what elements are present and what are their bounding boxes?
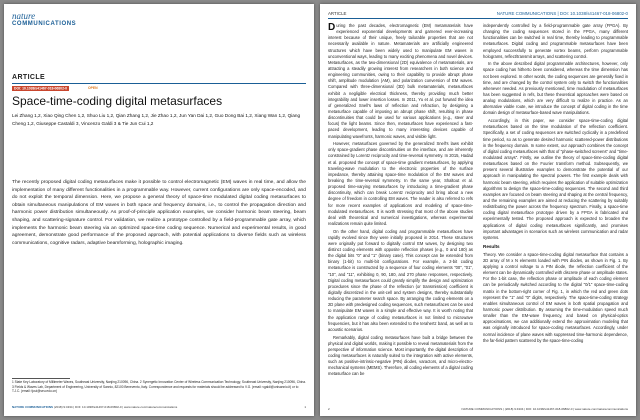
author-list: Lei Zhang 1,2, Xiao Qing Chen 1,2, Shuo Liu 1,2, Qian Zhang 1,2, Jie Zhao 1,2, Jun Yan Dai 1,2, Guo Dong Bai 1,2, Xiang Wan 1,2, Qiang Cheng 1,2, Giuseppe Castaldi 3, Vincenzo Galdi 3 & Tie Jun Cui 1,2 — [12, 113, 301, 126]
page-one-footer — [12, 405, 306, 409]
open-access-badge: OPEN — [87, 86, 98, 90]
results-paragraph: Theory. We consider a space-time-coding digital metasurface that contains a 2D array of M x N elements loaded with PIN diodes, as shown in Fig. 1. By applying a control voltage to a PIN diode, the reflection coefficient of the element can be dynamically controlled with discrete phase or amplitude states. For the 1-bit case, the reflection phase or amplitude of each coding element can be periodically switched according to the digital "0/1" space-time-coding matrix in the bottom-right corner of Fig. 1, in which the red and green dots represent the "1" and "0" digits, respectively. The space-time-coding strategy enables simultaneous control of EM waves in both spatial propagation and harmonic power distribution. By assuming the time-modulation speed much smaller than the EM-wave frequency, and based on physical-optics approximations, we can additionally extend the approximation modeling that was originally introduced for space-coding metasurfaces. Accordingly, under normal incidence of plane waves with suppressed time-harmonic dependence, the far-field pattern scattered by the space-time-coding — [483, 251, 628, 343]
running-head-left: ARTICLE — [328, 11, 347, 16]
paragraph-text: uring the past decades, electromagnetic (EM) metamaterials have experienced exponential developments and garnered ever-increasing interest because of their unique, freely tailorable properties that are not necessarily available in nature. Metamaterials are artificially engineered structures which have been widely used to manipulate EM waves in unconventional ways, leading to many exciting phenomena and novel devices. Metasurfaces, as the two-dimensional (2D) equivalence of metamaterials, are attracting a steadily growing interest from researchers in both science and engineering communities, owing to their capability to provide abrupt phase shift, amplitude modulation (AM), and polarization conversion of EM waves. Compared with three-dimensional (3D) bulk metamaterials, metasurfaces exhibit a negligible electrical thickness, thereby providing much better integrability and lower insertion losses. In 2011, Yu et al. put forward the idea of generalized Snell's laws of reflection and refraction, by designing a metasurface capable of imposing an abrupt phase shift, resulting in phase discontinuities that could be used for various applications (e.g., steer and focus) the light beams. Since then, metasurfaces have experienced a fast-paced development, leading to many interesting devices capable of manipulating wavefronts, harmonic waves, and visible light. — [328, 23, 473, 139]
affiliations: 1 State Key Laboratory of Millimeter Waves, Southeast University, Nanjing 210096, China. 2 Synergetic Innovation Center of Wireless Communication Technology, Southeast University, Nanjing 210096, China. 3 Fields & Waves Lab, Department of Engineering, University of Sannio, 82100 Benevento, Italy. Correspondence and requests for materials should be addressed to V.G. (email: vgaldi@unisannio.it) or to T.J.C. (email: tjcui@seu.edu.cn) — [12, 380, 306, 394]
paragraph: Accordingly, in this paper, we consider space-time-coding digital metasurfaces based on the time modulation of the reflection coefficient. Specifically, a set of coding sequences are switched cyclically in a predefined time period, so as to generate desired harmonic scattered-power distributions in the frequency domain. In some extent, our approach combines the concept of digital coding metasurfaces with that of "phase-switched screens" and "time-modulated arrays". Firstly, we outline the theory of space-time-coding digital metasurfaces based on the Fourier transform method. Subsequently, we present several illustrative examples to demonstrate the potential of our approach in manipulating the spectral powers. The first example deals with harmonic beam steering, which requires the application of suitable optimization algorithms to design the space-time-coding sequences. The second and third examples are focused on beam steering and shaping at the central frequency, and the remaining examples are aimed at reducing the scattering by suitably redistributing the power across the frequency spectrum. Finally, a space-time coding digital metasurface prototype driven by a FPGA is fabricated and experimentally tested. The proposed approach is expected to broaden the applications of digital coding metasurfaces significantly, and promises important advantages in scenarios such as wireless communication and radar systems. — [483, 118, 628, 240]
header-divider — [12, 83, 306, 84]
page-two — [320, 4, 636, 416]
article-title: Space-time-coding digital metasurfaces — [12, 94, 223, 108]
running-head-right: NATURE COMMUNICATIONS | DOI: 10.1038/s41467-018-06802-0 — [496, 11, 628, 16]
footnote-divider — [12, 378, 70, 379]
footer-reference[interactable]: NATURE COMMUNICATIONS | (2018) 9:4334 | DOI: 10.1038/s41467-018-06802-0 | www.nature.com/naturecommunications — [461, 407, 628, 411]
logo-communications-text: COMMUNICATIONS — [12, 21, 77, 27]
page-two-header — [328, 11, 628, 16]
footer-page-number: 1 — [304, 405, 306, 409]
paragraph: Remarkably, digital coding metasurfaces have built a bridge between the physical and digital worlds, making it possible to reveal metamaterials from the perspective of information science. Most importantly, the digital description of coding metasurfaces is naturally suited to the integration with active elements, such as positive-intrinsic-negative (PIN) diodes, varactors, and micro-electro-mechanical systems (MEMS). Therefore, all coding elements of a digital coding metasurface can be — [328, 334, 473, 377]
right-text-column — [483, 23, 628, 345]
article-type-label: ARTICLE — [12, 74, 46, 81]
results-heading: Results — [483, 243, 500, 249]
paragraph: On the other hand, digital coding and programmable metasurfaces have rapidly evolved since they were initially proposed in 2014. These structures were originally put forward to digitally control EM waves, by designing two distinct coding elements with opposite reflection phases (e.g., 0 and 180) as the digital bits "0" and "1" (binary case). This concept can be extended from binary (1-bit) to multi-bit configurations. For example, a 2-bit coding metasurface is constructed by a sequence of four coding elements "00", "01", "10", and "11", exhibiting 0, 90, 180, and 270 phase responses, respectively. Digital coding metasurfaces could greatly simplify the design and optimization procedures since the phase of the reflection (or transmission) coefficient is digitally discretized in the unit-cell and system designs, thereby substantially reducing the parameter search space. By arranging the coding elements on a 2D plane with predesigned coding sequences, such metasurfaces can be used to manipulate EM waves in a simple and effective way. It is worth noting that the application range of coding metasurfaces is not limited to microwave frequencies, but it has also been extended to the terahertz band, as well as to acoustic scenarios. — [328, 228, 473, 332]
drop-cap: D — [328, 22, 336, 33]
footer-reference[interactable]: (2018) 9:4334 | DOI: 10.1038/s41467-018-06802-0 | www.nature.com/naturecommunications — [53, 405, 178, 409]
paragraph — [328, 23, 473, 140]
footer-page-number: 2 — [328, 407, 330, 411]
journal-logo — [12, 12, 76, 27]
abstract: The recently proposed digital coding metasurfaces make it possible to control electromagnetic (EM) waves in real time, and allow the implementation of many different functionalities in a programmable way. However, current configurations are only space-encoded, and do not exploit the temporal dimension. Here, we propose a general theory of space-time modulated digital coding metasurfaces to obtain simultaneous manipulations of EM waves in both space and frequency domains, i.e., to control the propagation direction and harmonic power distribution simultaneously. As proof-of-principle application examples, we consider harmonic beam steering, beam shaping, and scattering-signature control. For validation, we realize a prototype controlled by a field-programmable gate array, which implements the harmonic beam steering via an optimized space-time coding sequence. Numerical and experimental results, in good agreement, demonstrate good performance of the proposed approach, with potential applications to diverse fields such as wireless communications, cognitive radars, adaptive beamforming, holographic imaging. — [12, 180, 306, 246]
left-text-column — [328, 23, 473, 379]
logo-nature-text: nature — [12, 11, 36, 21]
paragraph: independently controlled by a field-programmable gate array (FPGA). By changing the coding sequences stored in the FPGA, many different functionalities can be switched in real time, thereby leading to programmable metasurfaces. Digital coding and programmable metasurfaces have been employed successfully to generate vortex beams, perform programmable holograms, reflect/transmit arrays, and scattering control. — [483, 23, 628, 59]
doi-badge[interactable]: DOI: 10.1038/s41467-018-06802-0 — [14, 86, 67, 90]
footer-journal-name: NATURE COMMUNICATIONS — [12, 405, 54, 409]
paragraph: However, metasurfaces governed by the generalized Snell's laws exhibit only space-gradient phase discontinuities on the interface, and are inherently constrained by Lorentz reciprocity and time-reversal symmetry. In 2015, Hadad et al. proposed the concept of space-time gradient metasurfaces, by applying traveling-wave modulation to the electronic properties of the surface impedance, thereby attaining space-time modulation of the EM waves and breaking the time-reversal symmetry. In the same year, Shaltout et al. proposed time-varying metasurfaces by introducing a time-gradient phase discontinuity, which can break Lorentz reciprocity and bring about a new degree of freedom in controlling EM waves. The reader is also referred to refs for more recent examples of applications and modeling of space-time-modulated metasurfaces. It is worth stressing that most of the above studies deal with theoretical and numerical investigations, whereas experimental realizations remain quite limited. — [328, 141, 473, 226]
page-two-divider — [328, 18, 628, 19]
page-one — [4, 4, 314, 416]
page-two-footer — [328, 407, 628, 411]
paragraph: In the above described digital programmable architectures, however, only space coding has hitherto been considered, whereas the time dimension has not been explored. In other words, the coding sequences are generally fixed in time, and are changed by the control system only to switch the functionalities whenever needed. As previously mentioned, time modulation of metasurfaces has been suggested in refs, but these theoretical approaches were based on analog modulations, which are very difficult to realize in practice. As an alternative viable route, we introduce the concept of digital coding in the time domain design of metasurface-based wave manipulations. — [483, 61, 628, 116]
article-meta — [12, 86, 98, 90]
